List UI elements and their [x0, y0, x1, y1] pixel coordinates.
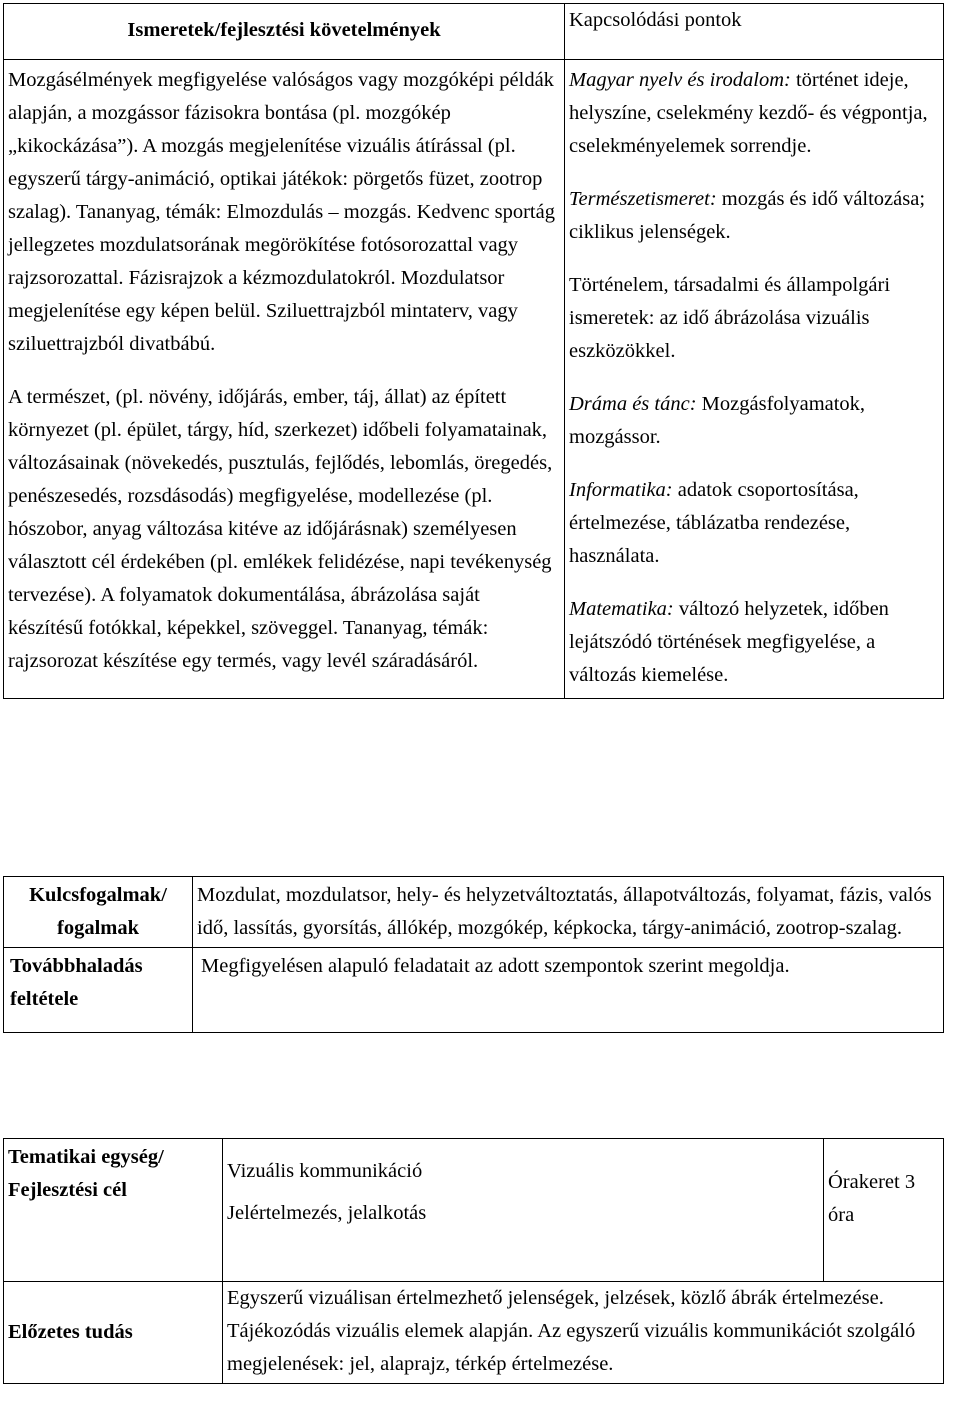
connection-subject: Matematika:: [569, 598, 674, 620]
connection-text: adatok csoportosítása, értelmezése, táblázatba rendezése, használata.: [569, 479, 859, 567]
connection-item: [569, 269, 939, 368]
connections-cell: [565, 60, 944, 699]
key-concepts-text: Mozdulat, mozdulatsor, hely- és helyzetváltoztatás, állapotváltozás, folyamat, fázis, valós idő, lassítás, gyorsítás, állókép, mozgókép, képkocka, tárgy-animáció, zootrop-szalag.: [193, 877, 944, 948]
connection-text: Történelem, társadalmi és állampolgári ismeretek: az idő ábrázolása vizuális eszközökkel.: [569, 274, 891, 362]
progress-condition-label: Továbbhaladás feltétele: [4, 948, 193, 1033]
requirements-paragraph-2: A természet, (pl. növény, időjárás, ember, táj, állat) az épített környezet (pl. épület, tárgy, híd, szerkezet) időbeli folyamatainak, változásainak (növekedés, pusztulás, fejlődés, lebomlás, öregedés, penészesedés, rozsdásodás) megfigyelése, modellezése (pl. hószobor, anyag változása kitéve az időjárásnak) személyesen választott cél érdekében (pl. emlékek felidézése, napi tevékenység tervezése). A folyamatok dokumentálása, ábrázolása saját készítésű fotókkal, képekkel, szöveggel. Tananyag, témák: rajzsorozat készítése egy termés, vagy levél száradásáról.: [8, 386, 553, 672]
thematic-unit-title-1: Vizuális kommunikáció: [227, 1160, 423, 1182]
connection-text: Mozgásfolyamatok, mozgássor.: [569, 393, 866, 448]
requirements-cell: [4, 60, 565, 699]
connection-item: [569, 183, 939, 249]
connection-subject: Magyar nyelv és irodalom:: [569, 69, 791, 91]
progress-condition-text: Megfigyelésen alapuló feladatait az adott szempontok szerint megoldja.: [193, 948, 944, 1033]
thematic-unit-label: Tematikai egység/ Fejlesztési cél: [4, 1139, 223, 1282]
thematic-unit-title-2: Jelértelmezés, jelalkotás: [227, 1202, 427, 1224]
prior-knowledge-text: Egyszerű vizuálisan értelmezhető jelenségek, jelzések, közlő ábrák értelmezése. Tájékozódás vizuális elemek alapján. Az egyszerű vizuális kommunikációt szolgáló megjelenések: jel, alaprajz, térkép értelmezése.: [223, 1282, 944, 1384]
connection-item: [569, 64, 939, 163]
connection-text: történet ideje, helyszíne, cselekmény kezdő- és végpontja, cselekményelemek sorrendje.: [569, 69, 928, 157]
connection-subject: Természetismeret:: [569, 188, 717, 210]
thematic-unit-title-cell: [223, 1139, 824, 1282]
connection-item: [569, 474, 939, 573]
key-concepts-label: Kulcsfogalmak/ fogalmak: [4, 877, 193, 948]
thematic-unit-table: [3, 1138, 944, 1384]
connection-item: [569, 593, 939, 692]
connection-text: változó helyzetek, időben lejátszódó történések megfigyelése, a változás kiemelése.: [569, 598, 889, 686]
key-concepts-table: [3, 876, 944, 1033]
header-connections: Kapcsolódási pontok: [565, 4, 944, 60]
connection-item: [569, 388, 939, 454]
header-requirements: Ismeretek/fejlesztési követelmények: [4, 4, 565, 60]
requirements-paragraph-1: Mozgásélmények megfigyelése valóságos vagy mozgóképi példák alapján, a mozgássor fázisokra bontása (pl. mozgókép „kikockázása”). A mozgás megjelenítése vizuális átírással (pl. egyszerű tárgy-animáció, optikai játékok: pörgetős füzet, zootrop szalag). Tananyag, témák: Elmozdulás – mozgás. Kedvenc sportág jellegzetes mozdulatsorának megörökítése fotósorozattal vagy rajzsorozattal. Fázisrajzok a kézmozdulatokról. Mozdulatsor megjelenítése egy képen belül. Sziluettrajzból mintaterv, vagy sziluettrajzból divatbábú.: [8, 69, 555, 355]
prior-knowledge-label: Előzetes tudás: [4, 1282, 223, 1384]
requirements-table: [3, 3, 944, 699]
connection-subject: Informatika:: [569, 479, 673, 501]
hours-frame: Órakeret 3 óra: [824, 1139, 944, 1282]
connection-subject: Dráma és tánc:: [569, 393, 697, 415]
connection-text: mozgás és idő változása; ciklikus jelenségek.: [569, 188, 926, 243]
